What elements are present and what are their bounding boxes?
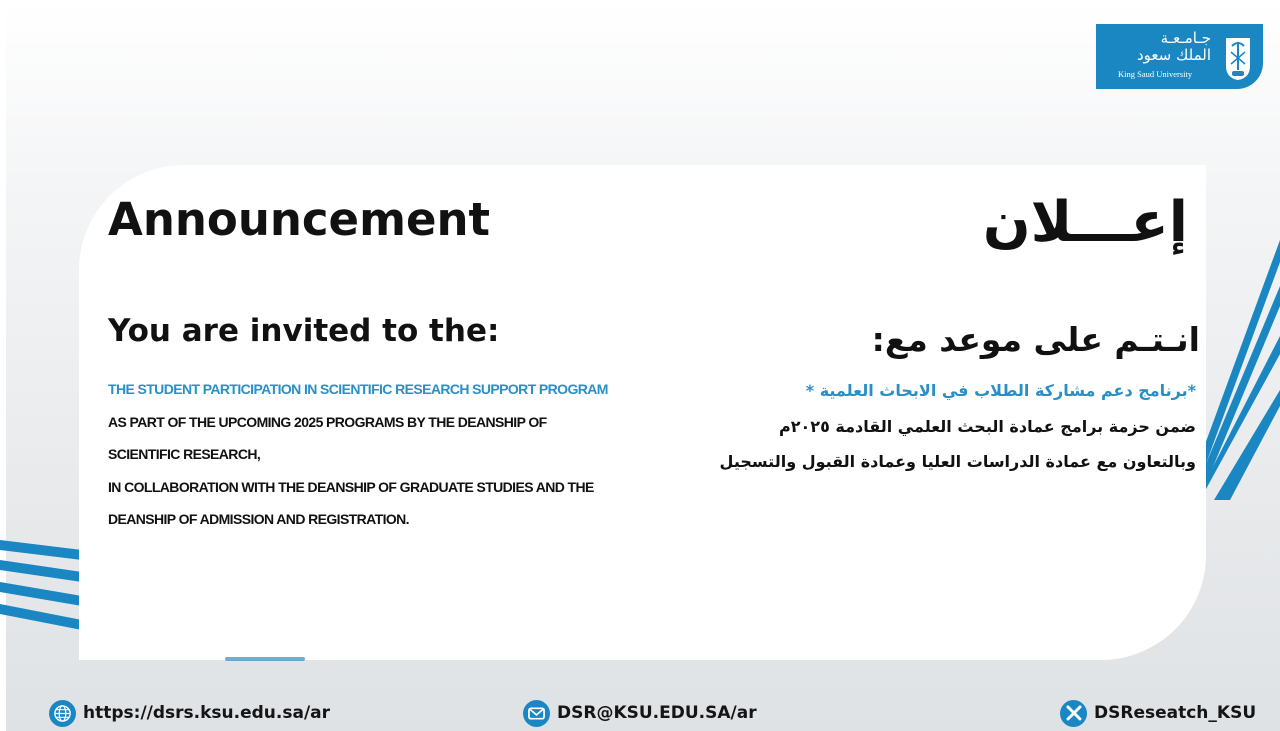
logo-arabic-line1: جـامـعـة — [1160, 29, 1211, 47]
website-link[interactable]: https://dsrs.ksu.edu.sa/ar — [83, 703, 331, 723]
decorative-stripes-right — [1200, 240, 1280, 500]
mail-icon — [523, 700, 550, 727]
invite-heading-english: You are invited to the: — [108, 313, 500, 349]
ksu-logo — [1096, 24, 1263, 89]
body-arabic-line: وبالتعاون مع عمادة الدراسات العليا وعمادة القبول والتسجيل — [719, 452, 1196, 471]
program-name-arabic: *برنامج دعم مشاركة الطلاب في الابحاث العلمية * — [805, 381, 1196, 400]
footer-x-account[interactable] — [1060, 698, 1256, 728]
footer-email[interactable] — [523, 698, 757, 728]
body-arabic-line: ضمن حزمة برامج عمادة البحث العلمي القادمة ٢٠٢٥م — [779, 416, 1196, 436]
body-english — [108, 380, 668, 543]
footer-website[interactable] — [49, 698, 330, 728]
body-english-line: SCIENTIFIC RESEARCH, — [108, 446, 261, 462]
body-arabic — [676, 380, 1196, 487]
ksu-seal-icon — [1223, 30, 1253, 82]
card-accent-line — [225, 657, 305, 661]
logo-english: King Saud University — [1118, 69, 1193, 79]
program-name-english: THE STUDENT PARTICIPATION IN SCIENTIFIC RESEARCH SUPPORT PROGRAM — [108, 381, 608, 397]
decorative-stripes-left — [0, 536, 82, 640]
globe-icon — [49, 700, 76, 727]
body-english-line: DEANSHIP OF ADMISSION AND REGISTRATION. — [108, 511, 409, 527]
body-english-line: AS PART OF THE UPCOMING 2025 PROGRAMS BY THE DEANSHIP OF — [108, 413, 547, 430]
x-handle-link[interactable]: DSReseatch_KSU — [1094, 703, 1257, 723]
x-icon — [1060, 700, 1087, 727]
invite-heading-arabic: انـتـم على موعد مع: — [871, 320, 1200, 359]
body-english-line: IN COLLABORATION WITH THE DEANSHIP OF GRADUATE STUDIES AND THE — [108, 478, 594, 495]
title-english: Announcement — [108, 193, 491, 246]
logo-arabic-line2: الملك سعود — [1136, 46, 1211, 64]
title-arabic: إعـــلان — [982, 190, 1188, 255]
email-link[interactable]: DSR@KSU.EDU.SA/ar — [557, 703, 757, 723]
